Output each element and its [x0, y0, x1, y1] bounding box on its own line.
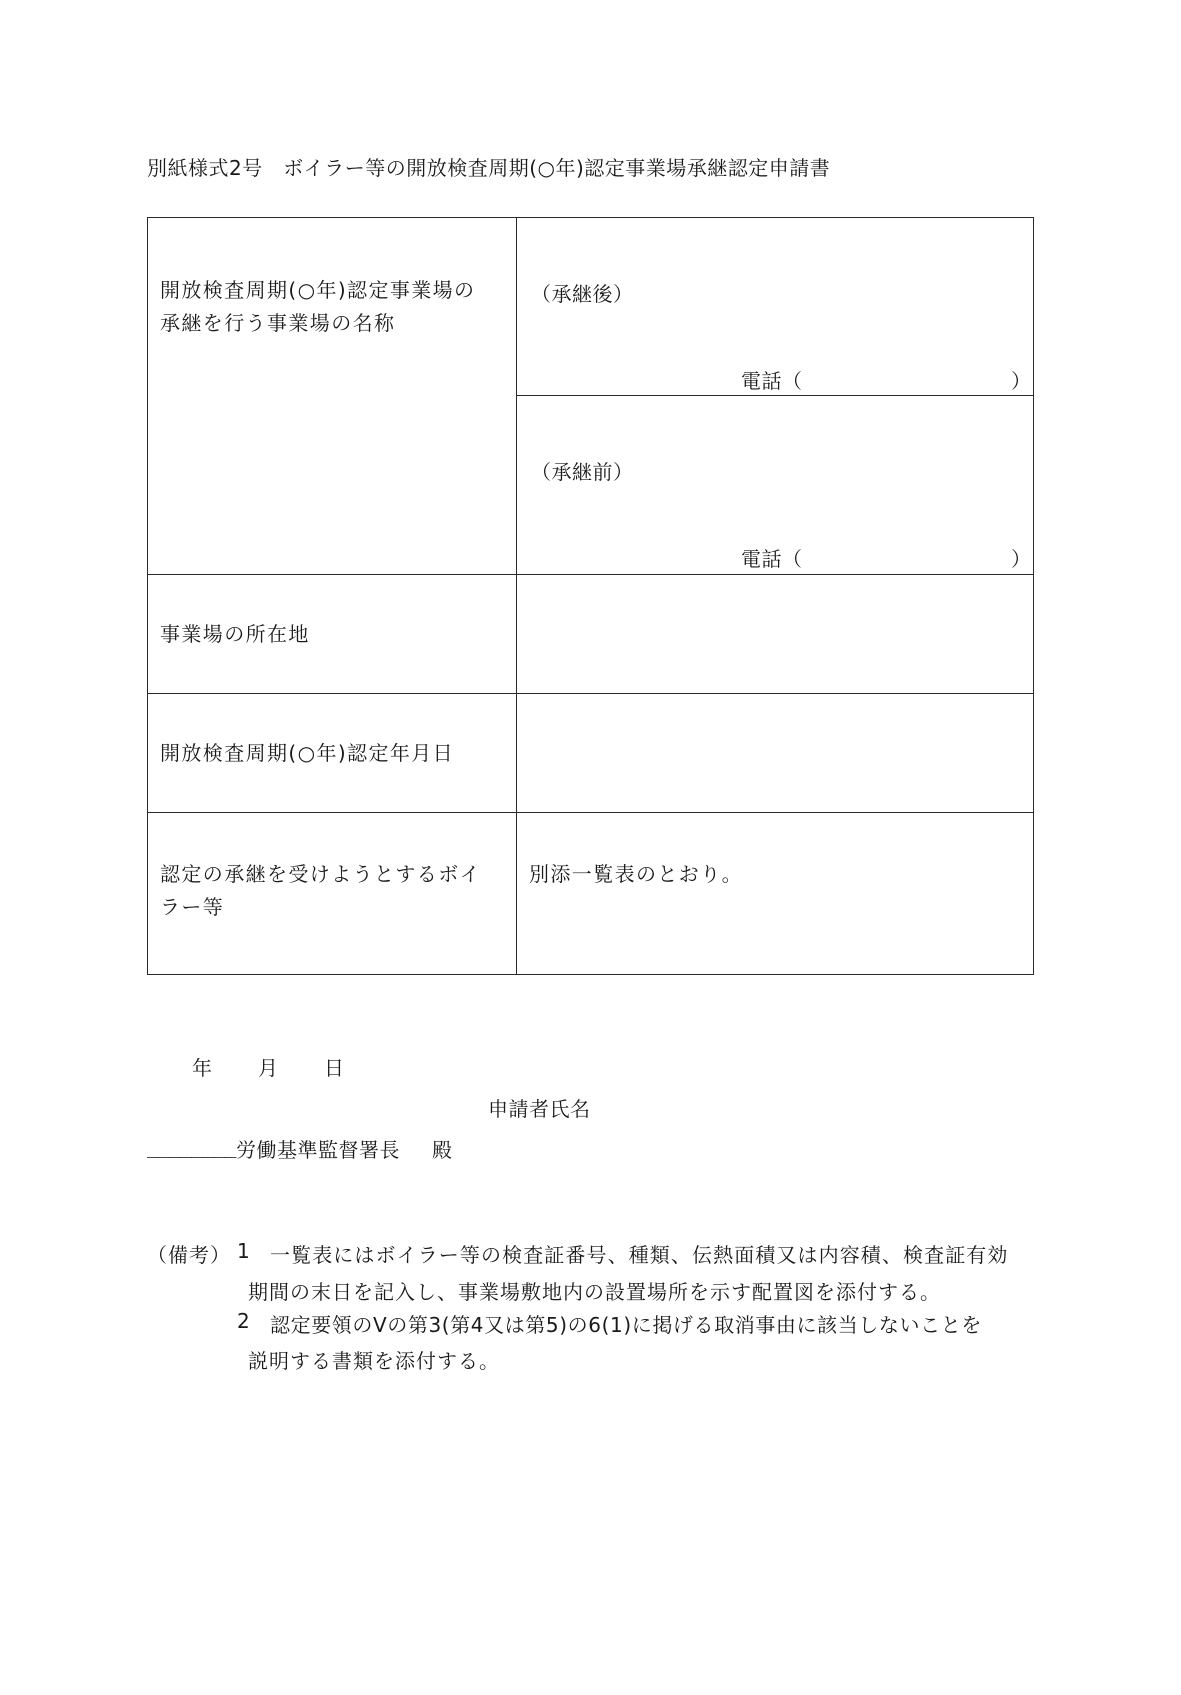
honorific: 殿 — [432, 1138, 453, 1162]
office-label: 労働基準監督署長 — [236, 1138, 400, 1162]
note-2-number: 2 — [237, 1309, 251, 1333]
note-2-line-2: 説明する書類を添付する。 — [248, 1349, 500, 1373]
note-1-line-1: 一覧表にはボイラー等の検査証番号、種類、伝熱面積又は内容積、検査証有効 — [270, 1243, 1009, 1267]
notes-heading: （備考） — [147, 1243, 231, 1267]
note-2-line-1: 認定要領のⅤの第3(第4又は第5)の6(1)に掲げる取消事由に該当しないことを — [270, 1313, 982, 1337]
applicant-name-label: 申請者氏名 — [488, 1097, 591, 1121]
after-phone-close: ） — [1011, 369, 1032, 393]
after-succession-label: （承継後） — [531, 282, 634, 306]
boiler-label: 認定の承継を受けようとするボイ ラー等 — [160, 862, 481, 919]
office-blank: ________ — [147, 1134, 236, 1158]
before-phone-close: ） — [1011, 547, 1032, 571]
certification-date-label: 開放検査周期(○年)認定年月日 — [160, 741, 455, 765]
business-name-label: 開放検査周期(○年)認定事業場の 承継を行う事業場の名称 — [160, 278, 476, 335]
before-succession-label: （承継前） — [531, 460, 634, 484]
location-label: 事業場の所在地 — [160, 622, 310, 646]
date-year: 年 — [192, 1056, 213, 1080]
note-1-number: 1 — [237, 1239, 251, 1263]
form-title: 別紙様式2号 ボイラー等の開放検査周期(○年)認定事業場承継認定申請書 — [147, 156, 831, 180]
boiler-value: 別添一覧表のとおり。 — [529, 862, 743, 886]
after-phone-label: 電話（ — [741, 369, 803, 393]
date-month: 月 — [258, 1056, 279, 1080]
date-day: 日 — [324, 1056, 345, 1080]
note-1-line-2: 期間の末日を記入し、事業場敷地内の設置場所を示す配置図を添付する。 — [248, 1280, 941, 1304]
before-phone-label: 電話（ — [741, 547, 803, 571]
